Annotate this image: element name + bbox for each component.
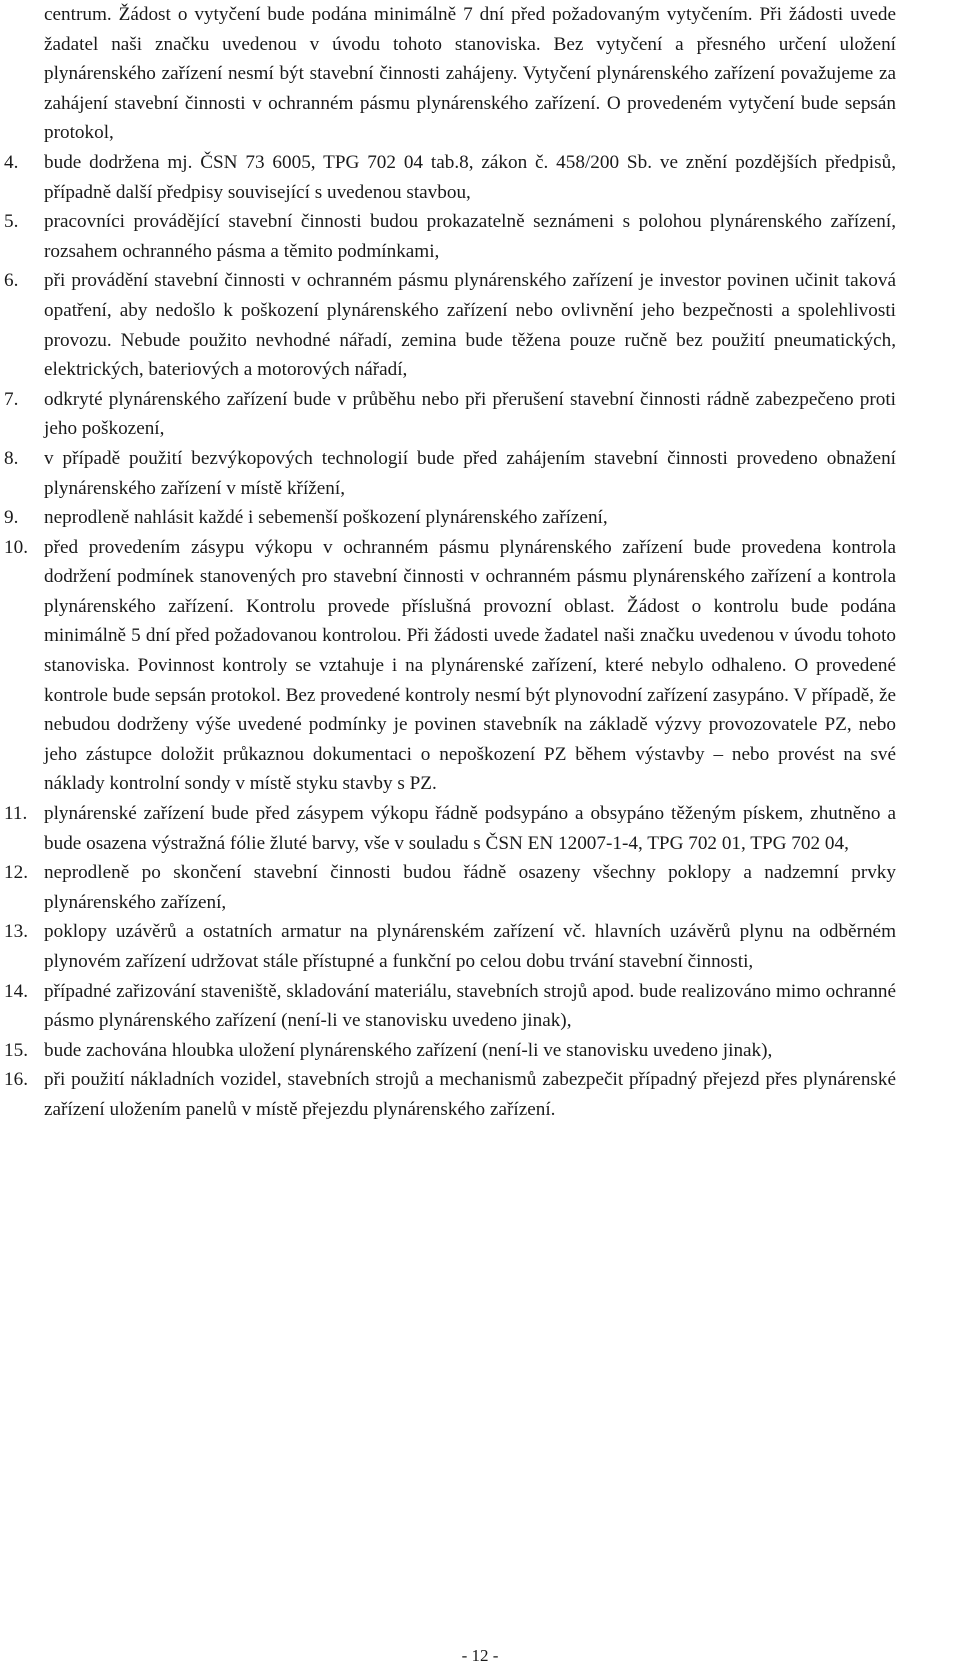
- item-number: 11.: [4, 803, 28, 825]
- list-item: [4, 799, 896, 858]
- list-item: [4, 858, 896, 917]
- list-item: [4, 533, 896, 799]
- item-number: 15.: [4, 1039, 28, 1061]
- item-text: v případě použití bezvýkopových technologií bude před zahájením stavební činnosti provedeno obnažení plynárenského zařízení v místě křížení,: [44, 447, 896, 499]
- item-number: 10.: [4, 536, 28, 558]
- item-text: bude dodržena mj. ČSN 73 6005, TPG 702 04 tab.8, zákon č. 458/200 Sb. ve znění pozdějších předpisů, případně další předpisy související s uvedenou stavbou,: [44, 151, 896, 203]
- item-text: pracovníci provádějící stavební činnosti budou prokazatelně seznámeni s polohou plynárenského zařízení, rozsahem ochranného pásma a těmito podmínkami,: [44, 211, 896, 262]
- item-text: při provádění stavební činnosti v ochranném pásmu plynárenského zařízení je investor povinen učinit taková opatření, aby nedošlo k poškození plynárenského zařízení nebo ovlivnění jeho bezpečnosti a spolehlivosti provozu. Nebude použito nevhodné nářadí, zemina bude těžena pouze ručně bez použití pneumatických, elektrických, bateriových a motorových nářadí,: [44, 270, 896, 381]
- item-text: odkryté plynárenského zařízení bude v průběhu nebo při přerušení stavební činnosti rádně zabezpečeno proti jeho poškození,: [44, 388, 896, 440]
- document-body: [4, 0, 896, 1125]
- item-text: bude zachována hloubka uložení plynárenského zařízení (není-li ve stanovisku uvedeno jinak),: [44, 1039, 773, 1061]
- item-number: 12.: [4, 862, 28, 884]
- list-item: [4, 266, 896, 384]
- item-number: 5.: [4, 211, 19, 233]
- page-number: - 12 -: [461, 1646, 499, 1665]
- list-item: [4, 503, 896, 533]
- item-text: před provedením zásypu výkopu v ochranném pásmu plynárenského zařízení bude provedena kontrola dodržení podmínek stanovených pro stavební činnosti v ochranném pásmu plynárenského zařízení a kontrola plynárenského zařízení. Kontrolu provede příslušná provozní oblast. Žádost o kontrolu bude podána minimálně 5 dní před požadovanou kontrolou. Při žádosti uvede žadatel naši značku uvedenou v úvodu tohoto stanoviska. Povinnost kontroly se vztahuje i na plynárenské zařízení, které nebylo odhaleno. O provedené kontrole bude sepsán protokol. Bez provedené kontroly nesmí být plynovodní zařízení zasypáno. V případě, že nebudou dodrženy výše uvedené podmínky je povinen stavebník na základě výzvy provozovatele PZ, nebo jeho zástupce doložit průkaznou dokumentaci o nepoškození PZ během výstavby – nebo provést na své náklady kontrolní sondy v místě styku stavby s PZ.: [44, 536, 896, 795]
- list-item: [4, 977, 896, 1036]
- list-item: [4, 385, 896, 444]
- conditions-list: [4, 148, 896, 1125]
- item-number: 8.: [4, 447, 19, 469]
- item-number: 13.: [4, 921, 28, 943]
- item-number: 4.: [4, 151, 19, 173]
- list-item: [4, 917, 896, 976]
- item-text: poklopy uzávěrů a ostatních armatur na plynárenském zařízení vč. hlavních uzávěrů plynu na odběrném plynovém zařízení udržovat stále přístupné a funkční po celou dobu trvání stavební činnosti,: [44, 921, 896, 972]
- list-item: [4, 1065, 896, 1124]
- list-item: [4, 207, 896, 266]
- item-number: 7.: [4, 388, 19, 410]
- list-item: [4, 148, 896, 207]
- item-text: případné zařizování staveniště, skladování materiálu, stavebních strojů apod. bude realizováno mimo ochranné pásmo plynárenského zařízení (není-li ve stanovisku uvedeno jinak),: [44, 980, 896, 1032]
- item-number: 16.: [4, 1069, 28, 1091]
- item-number: 14.: [4, 980, 28, 1002]
- item-text: plynárenské zařízení bude před zásypem výkopu řádně podsypáno a obsypáno těženým pískem, zhutněno a bude osazena výstražná fólie žluté barvy, vše v souladu s ČSN EN 12007-1-4, TPG 702 01, TPG 702 04,: [44, 803, 896, 854]
- item-text: neprodleně po skončení stavební činnosti budou řádně osazeny všechny poklopy a nadzemní prvky plynárenského zařízení,: [44, 862, 896, 913]
- list-item: [4, 1036, 896, 1066]
- item-number: 6.: [4, 270, 19, 292]
- list-item: [4, 444, 896, 503]
- item-text: při použití nákladních vozidel, stavebních strojů a mechanismů zabezpečit případný přejezd přes plynárenské zařízení uložením panelů v místě přejezdu plynárenského zařízení.: [44, 1069, 896, 1120]
- item-number: 9.: [4, 507, 19, 529]
- item-text: neprodleně nahlásit každé i sebemenší poškození plynárenského zařízení,: [44, 507, 608, 529]
- continuation-paragraph: centrum. Žádost o vytyčení bude podána minimálně 7 dní před požadovaným vytyčením. Při žádosti uvede žadatel naši značku uvedenou v úvodu tohoto stanoviska. Bez vytyčení a přesného určení uložení plynárenského zařízení nesmí být stavební činnosti zahájeny. Vytyčení plynárenského zařízení považujeme za zahájení stavební činnosti v ochranném pásmu plynárenského zařízení. O provedeném vytyčení bude sepsán protokol,: [44, 4, 896, 144]
